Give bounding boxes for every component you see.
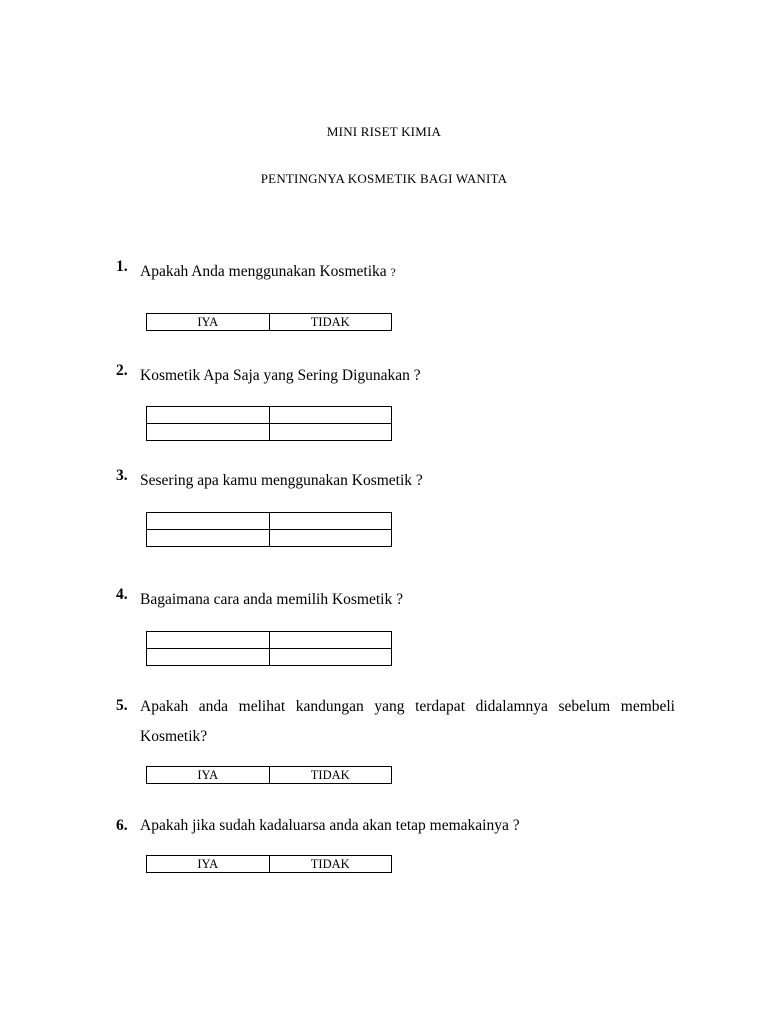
- answer-cell[interactable]: [147, 530, 270, 547]
- answer-cell[interactable]: [269, 407, 392, 424]
- answer-cell[interactable]: [269, 424, 392, 441]
- question-2-number: 2.: [116, 362, 128, 379]
- answer-cell[interactable]: [147, 424, 270, 441]
- answer-row: [147, 513, 392, 530]
- answer-row: [147, 424, 392, 441]
- option-tidak[interactable]: TIDAK: [269, 314, 392, 331]
- answer-row: [147, 530, 392, 547]
- document-title: MINI RISET KIMIA: [326, 124, 442, 139]
- answer-table-2: [146, 406, 392, 441]
- answer-table-3: [146, 512, 392, 547]
- answer-cell[interactable]: [147, 632, 270, 649]
- question-4-text: Bagaimana cara anda memilih Kosmetik ?: [140, 591, 403, 608]
- answer-table-6: [146, 855, 392, 873]
- answer-cell[interactable]: [147, 513, 270, 530]
- answer-cell[interactable]: [269, 649, 392, 666]
- answer-cell[interactable]: [147, 407, 270, 424]
- question-6-number: 6.: [116, 817, 128, 834]
- answer-row: [147, 407, 392, 424]
- question-1-number: 1.: [116, 258, 128, 275]
- question-4-number: 4.: [116, 586, 128, 603]
- option-tidak[interactable]: TIDAK: [269, 767, 392, 784]
- answer-row: [147, 632, 392, 649]
- answer-cell[interactable]: [269, 632, 392, 649]
- answer-cell[interactable]: [269, 513, 392, 530]
- answer-row: [147, 314, 392, 331]
- answer-cell[interactable]: [269, 530, 392, 547]
- question-2-text: Kosmetik Apa Saja yang Sering Digunakan ?: [140, 367, 421, 384]
- answer-row: [147, 856, 392, 873]
- answer-table-5: [146, 766, 392, 784]
- answer-cell[interactable]: [147, 649, 270, 666]
- question-3-number: 3.: [116, 467, 128, 484]
- question-3-text: Sesering apa kamu menggunakan Kosmetik ?: [140, 472, 423, 489]
- document-subtitle: PENTINGNYA KOSMETIK BAGI WANITA: [260, 171, 508, 186]
- question-5-text: Apakah anda melihat kandungan yang terdapat didalamnya sebelum membeli Kosmetik?: [140, 698, 675, 745]
- question-1-label: Apakah Anda menggunakan Kosmetika: [140, 263, 387, 280]
- option-iya[interactable]: IYA: [147, 314, 270, 331]
- option-iya[interactable]: IYA: [147, 767, 270, 784]
- option-tidak[interactable]: TIDAK: [269, 856, 392, 873]
- answer-table-1: [146, 313, 392, 331]
- answer-row: [147, 649, 392, 666]
- question-6-text: Apakah jika sudah kadaluarsa anda akan tetap memakainya ?: [140, 817, 520, 834]
- question-1-text: [140, 258, 396, 286]
- question-5-number: 5.: [116, 697, 128, 714]
- answer-table-4: [146, 631, 392, 666]
- option-iya[interactable]: IYA: [147, 856, 270, 873]
- question-1-mark: ?: [390, 265, 396, 279]
- answer-row: [147, 767, 392, 784]
